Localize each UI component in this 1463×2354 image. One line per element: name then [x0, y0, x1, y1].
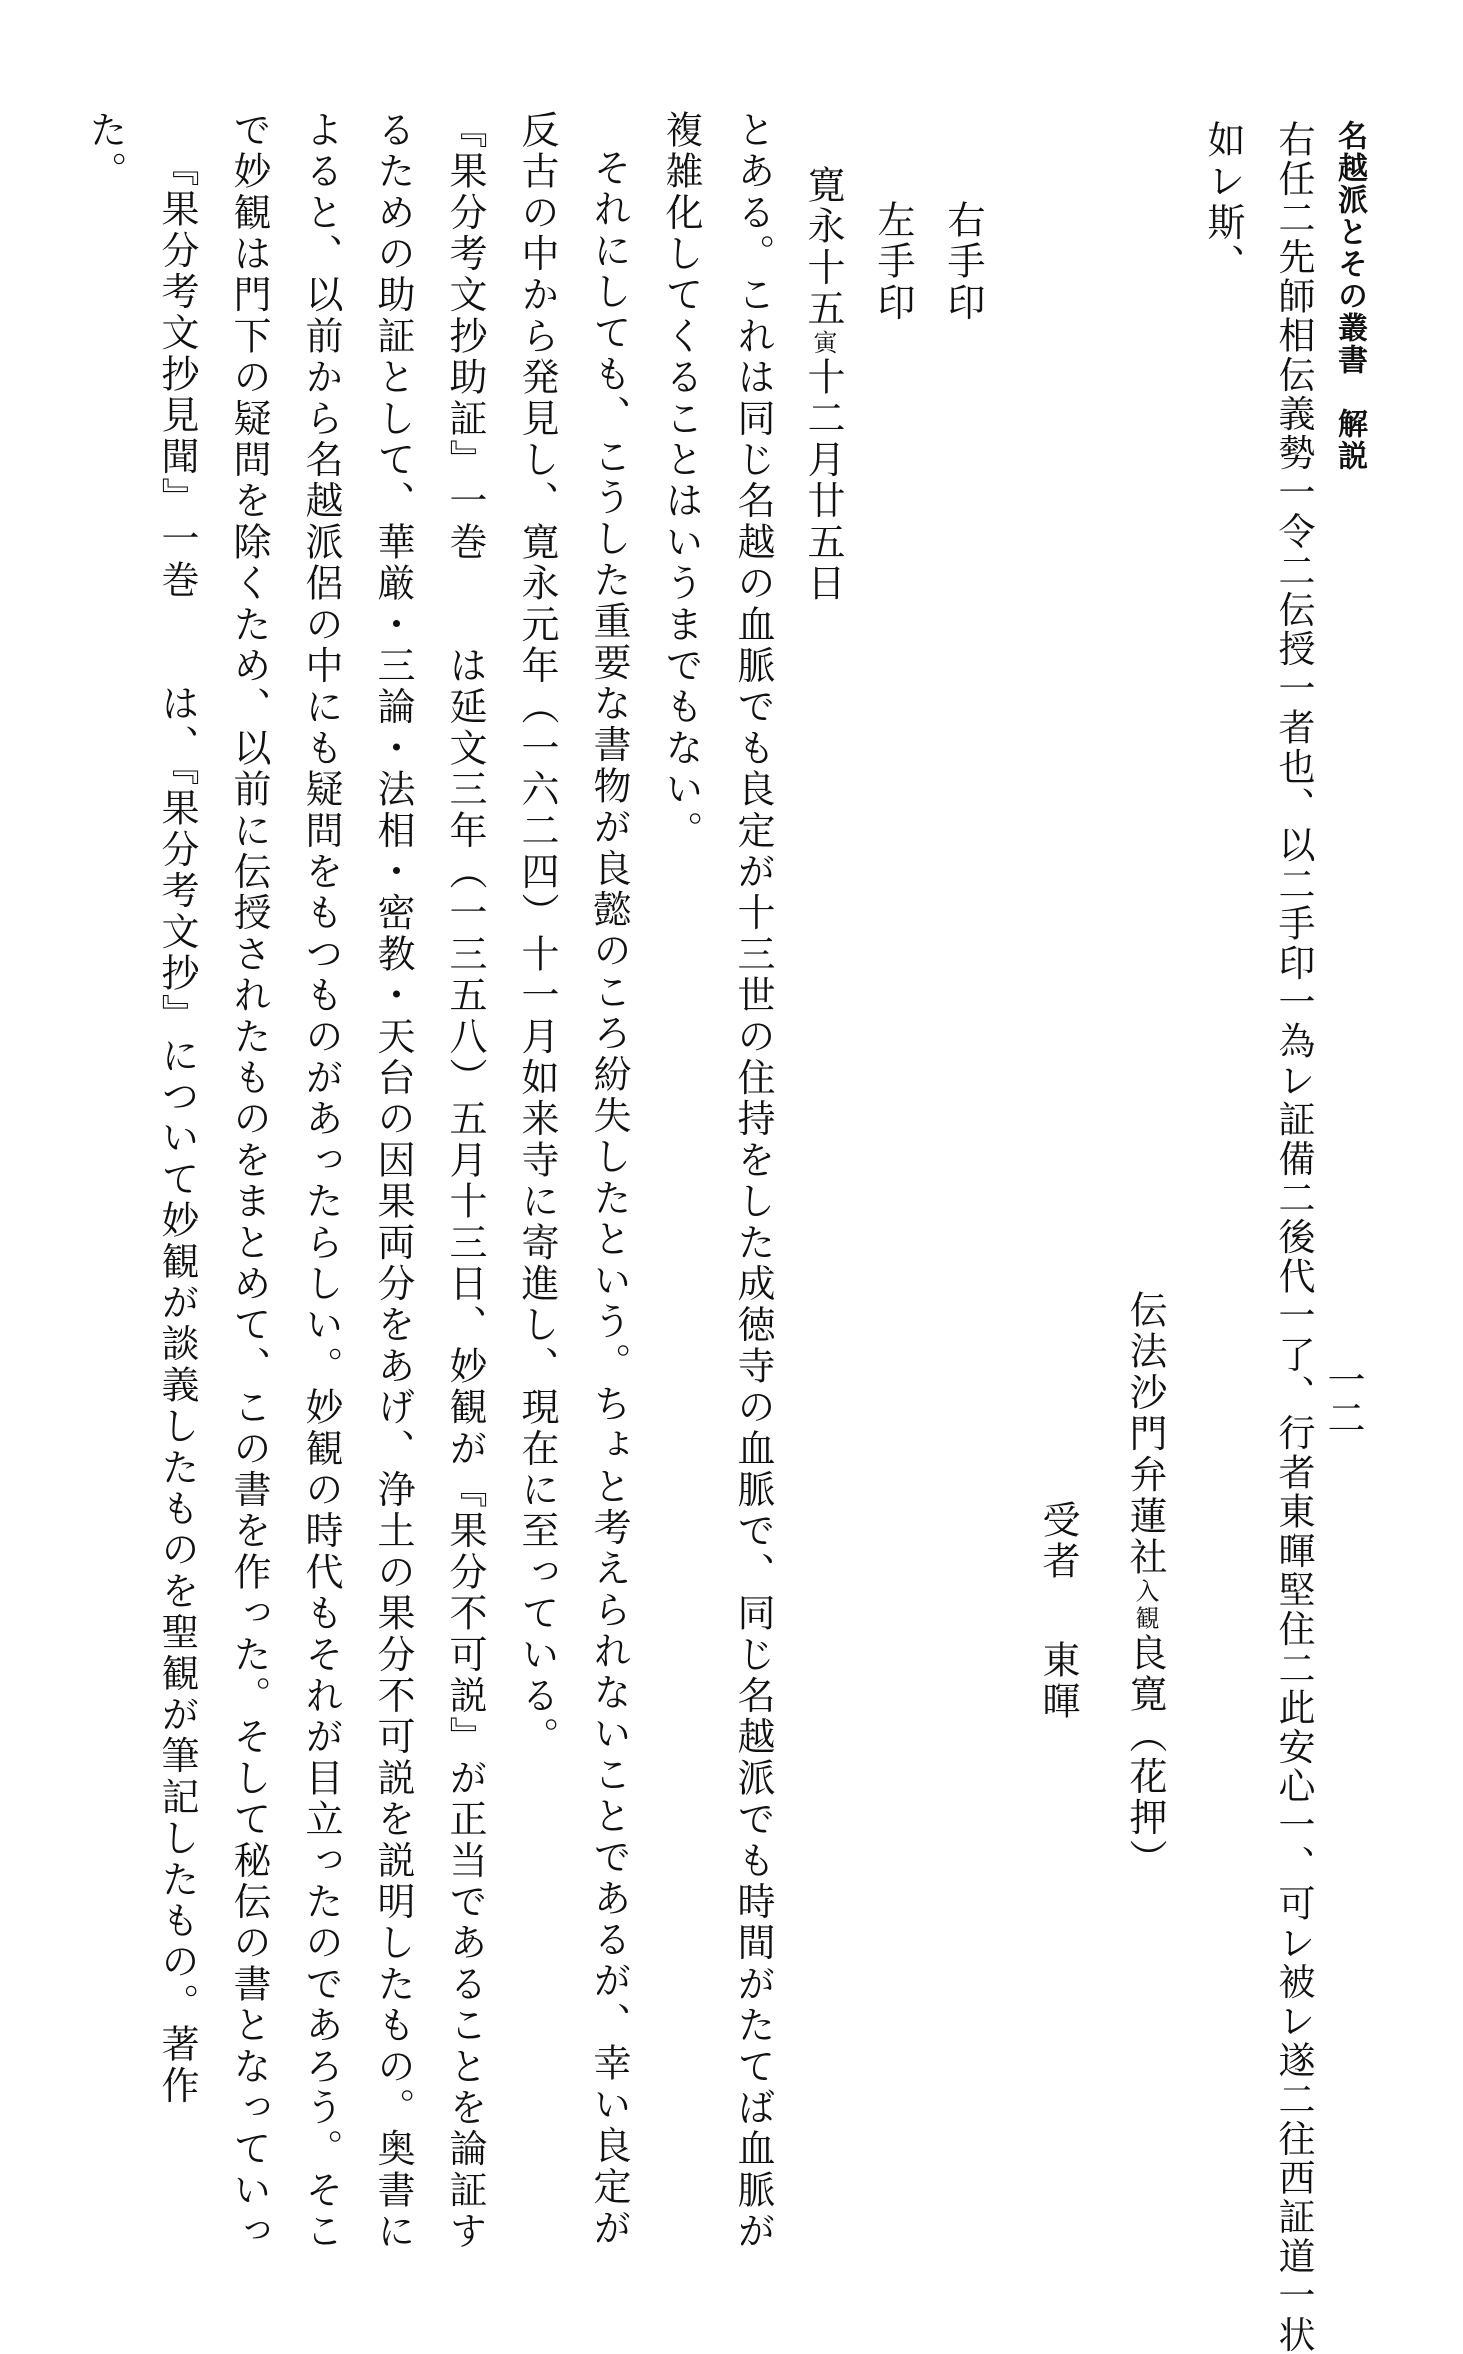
- receiver-label: 受者: [1036, 1500, 1080, 1583]
- date-era-year: 寛永十五: [801, 165, 845, 330]
- receiver-name: 東暉: [1036, 1640, 1080, 1723]
- kanbun-line-1: 右任二先師相伝義勢一令二伝授一者也、以二手印一為レ証備二後代一了、行者東暉堅住二此安心一、可レ被レ遂二往西証道一状: [1272, 120, 1315, 2354]
- left-hand-seal: 左手印: [871, 200, 915, 324]
- transmitter-note: 入観: [1131, 1578, 1159, 1633]
- date-line: [803, 165, 843, 604]
- transmitter-signature: [1125, 1290, 1165, 1880]
- date-month-day: 十二月廿五日: [801, 357, 845, 605]
- kanbun-line-2: 如レ斯、: [1201, 120, 1245, 285]
- body-line: よると、以前から名越派侶の中にも疑問をもつものがあったらしい。妙観の時代もそれが目立ったのであろう。そこ: [299, 110, 343, 2253]
- body-line: 反古の中から発見し、寛永元年（一六二四）十一月如来寺に寄進し、現在に至っている。: [515, 110, 559, 1758]
- body-line: それにしても、こうした重要な書物が良懿のころ紛失したという。ちょと考えられないことであるが、幸い良定が: [587, 148, 631, 2250]
- body-line: るための助証として、華厳・三論・法相・密教・天台の因果両分をあげ、浄土の果分不可説を説明したもの。奥書に: [371, 110, 415, 2253]
- body-line: 『果分考文抄助証』一巻 は延文三年（一三五八）五月十三日、妙観が『果分不可説』が正当であることを論証す: [443, 110, 487, 2253]
- date-zodiac-note: 寅: [809, 329, 837, 358]
- right-hand-seal: 右手印: [941, 200, 985, 324]
- body-line: とある。これは同じ名越の血脈でも良定が十三世の住持をした成徳寺の血脈で、同じ名越派でも時間がたてば血脈が: [731, 110, 775, 2253]
- transmitter-name: 伝法沙門弁蓮社: [1123, 1290, 1167, 1579]
- body-line: で妙観は門下の疑問を除くため、以前に伝授されたものをまとめて、この書を作った。そして秘伝の書となっていっ: [227, 110, 271, 2253]
- body-line: 複雑化してくることはいうまでもない。: [659, 110, 703, 852]
- transmitter-seal: 良寛（花押）: [1123, 1632, 1167, 1881]
- body-line: 『果分考文抄見聞』一巻 は、『果分考文抄』について妙観が談義したものを聖観が筆記したもの。著作: [155, 148, 199, 2107]
- page-number: 一二: [1321, 1360, 1365, 1436]
- running-title: 名越派とその叢書 解説: [1332, 120, 1367, 472]
- body-line: た。: [83, 110, 127, 193]
